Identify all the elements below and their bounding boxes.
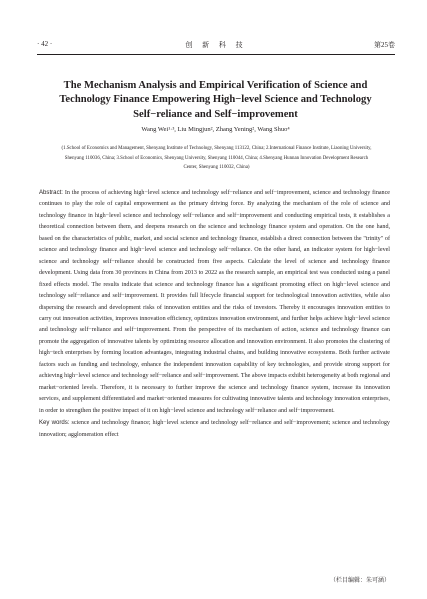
abstract-paragraph [39,187,390,417]
abstract-label: Abstract: [39,189,63,196]
header-rule [37,54,395,55]
article-title: The Mechanism Analysis and Empirical Verification of Science and Technology Finance Empowering High−level Science and Technology Self−reliance and Self−improvement [59,80,372,120]
keywords-text: science and technology finance; high−level science and technology self−reliance and self−improvement; science and technology innovation; agglomeration effect [39,420,390,438]
running-header [37,40,395,54]
keywords-label: Key words: [39,419,70,427]
author-list: Wang Wei¹·³, Liu Mingjun², Zhang Yening², Wang Shuo⁴ [141,126,290,133]
journal-name: 创 新 科 技 [185,41,247,49]
editor-note: （栏目编辑：朱可涵） [329,578,390,584]
affiliations: (1.School of Economics and Management, Shenyang Institute of Technology, Shenyang 113122, China; 2.International Finance Institute, Liaoning University, Shenyang 110036, China; 3.School of Economics, Shenyang University, Shenyang 110044, China; 4.Shenyang Hunnan Innovation Development Research Center, Shenyang 110032, China) [61,146,372,171]
abstract-block [39,187,390,441]
keywords-paragraph [39,417,390,441]
abstract-text: In the process of achieving high−level science and technology self−reliance and self−improvement, science and technology finance continues to play the role of capital empowerment as the primary driving force. By analyzing the mechanism of the role of science and technology finance in high−level science and technology self−reliance and self−improvement and conducting empirical tests, it establishes a theoretical connection between them, and deepens research on the science and technology finance system and operation. On the one hand, based on the characteristics of public, market, and social science and technology finance, establish a direct connection between the "trinity" of science and technology finance and high−level science and technology self−reliance. On the other hand, an indicator system for high−level science and technology self−reliance should be constructed from five aspects. Calculate the level of science and technology finance development. Using data from 30 provinces in China from 2013 to 2022 as the research sample, an empirical test was conducted using a panel fixed effects model. The results indicate that science and technology finance has a significant promoting effect on high−level science and technology self−reliance and self−improvement. It provides full lifecycle financial support for technological innovation activities, while also dispersing the research and development risks of innovation entities and the risks of investors. Thereby it encourages innovation entities to carry out innovation activities, improves innovation efficiency, optimizes innovation environment, and further helps achieve high−level science and technology self−reliance and self−improvement. From the perspective of its mechanism of action, science and technology finance can promote the aggregation of innovative talents by optimizing resource allocation and innovation environment. It also promotes the clustering of high−tech enterprises by forming location advantages, integrating industrial chains, and building innovative ecosystems. Both further activate factors such as funding and technology, enhance the independent innovation capability of key technologies, and provide strong support for achieving high−level science and technology self−reliance and self−improvement. The above impacts exhibit heterogeneity at both regional and market−oriented levels. Therefore, it is necessary to further improve the science and technology finance system, increase its innovation services, and supplement differentiated and market−oriented measures for cultivating innovative talents and technology innovation enterprises, in order to strengthen the positive impact of it on high−level science and technology self−reliance and self−improvement. [39,190,390,414]
volume-label: 第25卷 [374,41,395,49]
page-number: · 42 · [37,40,53,48]
